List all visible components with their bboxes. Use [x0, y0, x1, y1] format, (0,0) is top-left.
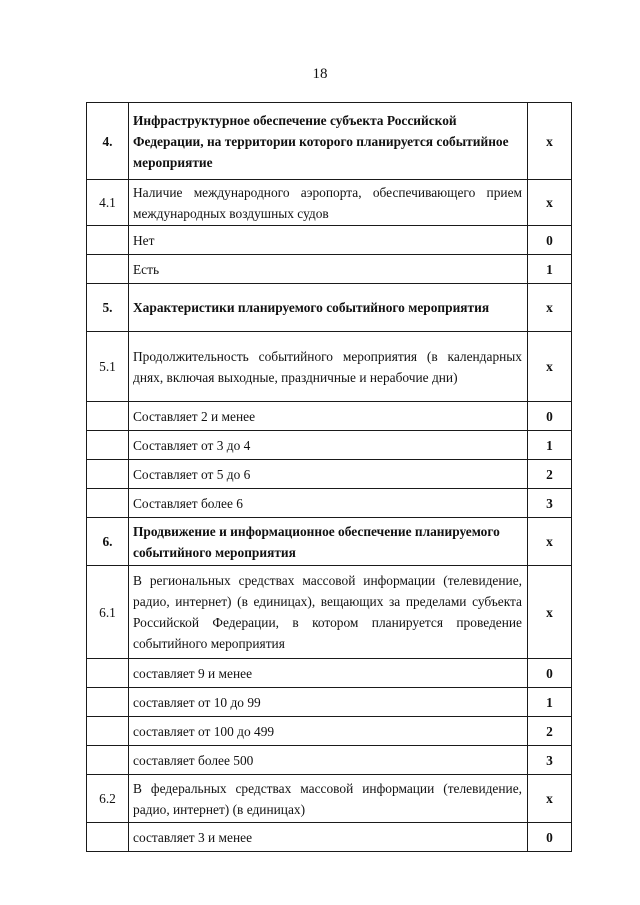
row-number [87, 717, 129, 746]
row-text: Составляет от 3 до 4 [129, 431, 528, 460]
table-row [87, 332, 572, 402]
table-row [87, 823, 572, 852]
table-row [87, 431, 572, 460]
table-row [87, 226, 572, 255]
row-score: 0 [528, 659, 572, 688]
table-row [87, 103, 572, 180]
row-score: х [528, 103, 572, 180]
table-row [87, 688, 572, 717]
row-score: х [528, 518, 572, 566]
row-number: 4.1 [87, 180, 129, 226]
row-text: Составляет более 6 [129, 489, 528, 518]
row-number [87, 659, 129, 688]
row-score: 2 [528, 460, 572, 489]
table-row [87, 489, 572, 518]
row-score: 0 [528, 402, 572, 431]
row-number [87, 823, 129, 852]
row-text: Есть [129, 255, 528, 284]
row-text: Характеристики планируемого событийного мероприятия [129, 284, 528, 332]
table-row [87, 180, 572, 226]
row-number [87, 489, 129, 518]
row-text: Продолжительность событийного мероприятия (в календарных днях, включая выходные, праздничные и нерабочие дни) [129, 332, 528, 402]
row-score: х [528, 332, 572, 402]
row-number [87, 255, 129, 284]
table-row [87, 746, 572, 775]
table-row [87, 518, 572, 566]
row-score: 0 [528, 823, 572, 852]
row-number: 6. [87, 518, 129, 566]
table-row [87, 402, 572, 431]
row-number [87, 460, 129, 489]
row-score: х [528, 284, 572, 332]
row-text: В региональных средствах массовой информации (телевидение, радио, интернет) (в единицах), вещающих за пределами субъекта Российской Федерации, в котором планируется проведение событийного мероприятия [129, 566, 528, 659]
row-score: 3 [528, 489, 572, 518]
row-number [87, 431, 129, 460]
row-text: Инфраструктурное обеспечение субъекта Российской Федерации, на территории которого планируется событийное мероприятие [129, 103, 528, 180]
row-text: В федеральных средствах массовой информации (телевидение, радио, интернет) (в единицах) [129, 775, 528, 823]
row-number [87, 746, 129, 775]
row-score: х [528, 775, 572, 823]
table-row [87, 659, 572, 688]
row-text: составляет от 100 до 499 [129, 717, 528, 746]
table-row [87, 255, 572, 284]
table-row [87, 717, 572, 746]
row-text: Составляет от 5 до 6 [129, 460, 528, 489]
row-text: составляет от 10 до 99 [129, 688, 528, 717]
row-number: 6.1 [87, 566, 129, 659]
row-score: 1 [528, 255, 572, 284]
row-number: 5. [87, 284, 129, 332]
row-text: составляет 9 и менее [129, 659, 528, 688]
row-score: 2 [528, 717, 572, 746]
row-text: составляет 3 и менее [129, 823, 528, 852]
row-score: 0 [528, 226, 572, 255]
table-row [87, 775, 572, 823]
row-number [87, 226, 129, 255]
table-row [87, 284, 572, 332]
row-number: 4. [87, 103, 129, 180]
row-text: Наличие международного аэропорта, обеспечивающего прием международных воздушных судов [129, 180, 528, 226]
row-score: 1 [528, 431, 572, 460]
table-row [87, 566, 572, 659]
page-number: 18 [312, 66, 328, 82]
row-score: х [528, 566, 572, 659]
row-score: 1 [528, 688, 572, 717]
table-row [87, 460, 572, 489]
row-text: составляет более 500 [129, 746, 528, 775]
criteria-table [86, 102, 572, 852]
row-score: 3 [528, 746, 572, 775]
row-text: Составляет 2 и менее [129, 402, 528, 431]
row-number: 5.1 [87, 332, 129, 402]
row-text: Нет [129, 226, 528, 255]
row-number [87, 688, 129, 717]
row-number [87, 402, 129, 431]
row-score: х [528, 180, 572, 226]
row-number: 6.2 [87, 775, 129, 823]
row-text: Продвижение и информационное обеспечение планируемого событийного мероприятия [129, 518, 528, 566]
